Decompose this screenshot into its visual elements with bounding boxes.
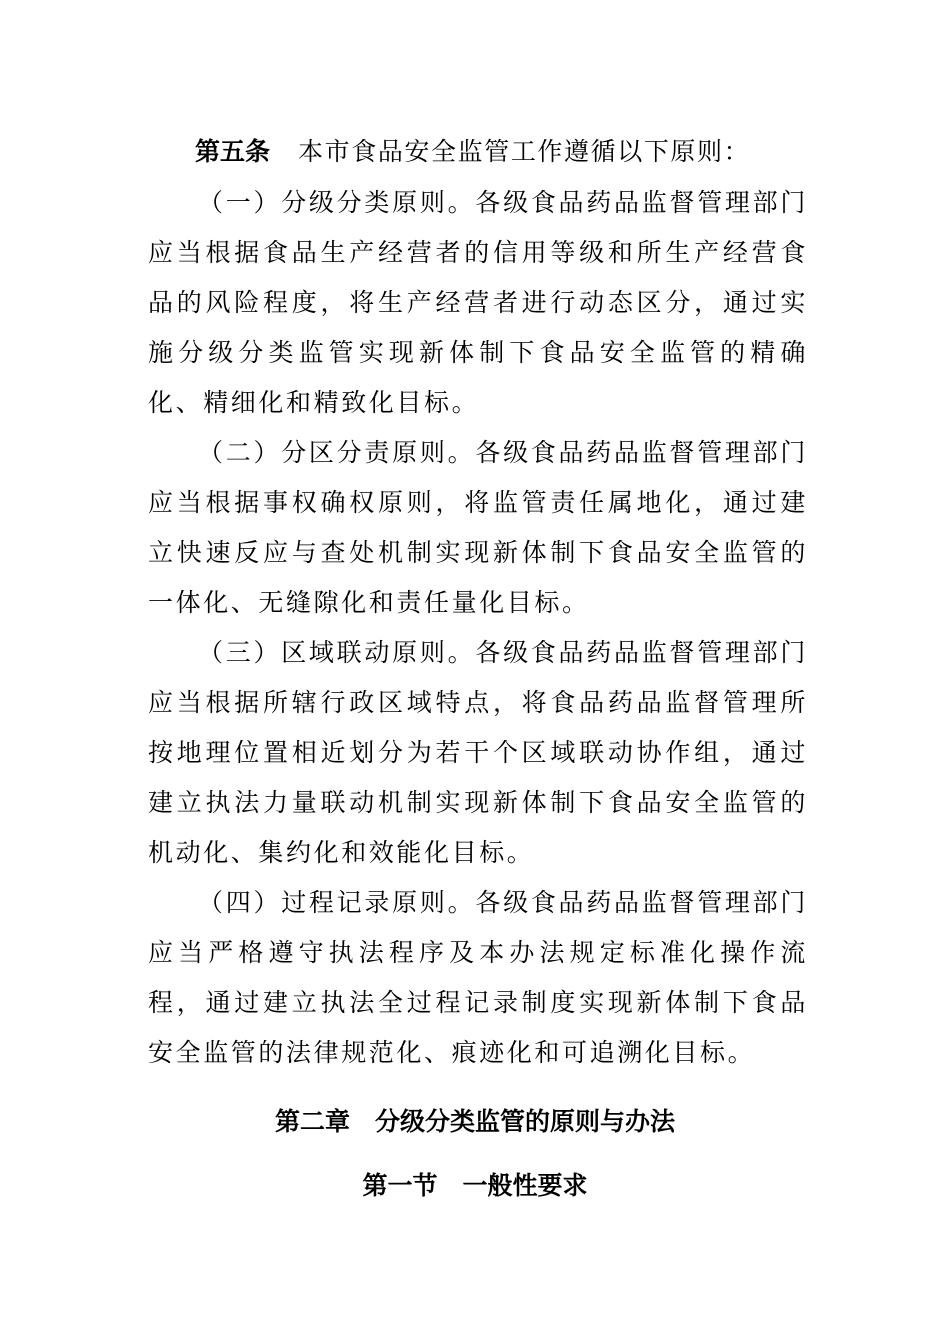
principle-paragraph-1: （一）分级分类原则。各级食品药品监督管理部门应当根据食品生产经营者的信用等级和所生产经营食品的风险程度，将生产经营者进行动态区分，通过实施分级分类监管实现新体制下食品安全监管的精确化、精细化和精致化目标。 xyxy=(148,188,808,417)
principle-paragraph-4: （四）过程记录原则。各级食品药品监督管理部门应当严格遵守执法程序及本办法规定标准化操作流程，通过建立执法全过程记录制度实现新体制下食品安全监管的法律规范化、痕迹化和可追溯化目标。 xyxy=(148,888,808,1067)
principle-paragraph-2: （二）分区分责原则。各级食品药品监督管理部门应当根据事权确权原则，将监管责任属地化，通过建立快速反应与查处机制实现新体制下食品安全监管的一体化、无缝隙化和责任量化目标。 xyxy=(148,438,808,617)
principle-paragraph-3: （三）区域联动原则。各级食品药品监督管理部门应当根据所辖行政区域特点，将食品药品监督管理所按地理位置相近划分为若干个区域联动协作组，通过建立执法力量联动机制实现新体制下食品安全监管的机动化、集约化和效能化目标。 xyxy=(148,638,808,867)
article-label: 第五条 xyxy=(195,137,271,166)
article-intro xyxy=(195,133,750,171)
chapter-heading: 第二章 分级分类监管的原则与办法 xyxy=(274,1107,675,1136)
section-heading: 第一节 一般性要求 xyxy=(362,1171,588,1200)
article-text: 本市食品安全监管工作遵循以下原则： xyxy=(298,137,751,166)
